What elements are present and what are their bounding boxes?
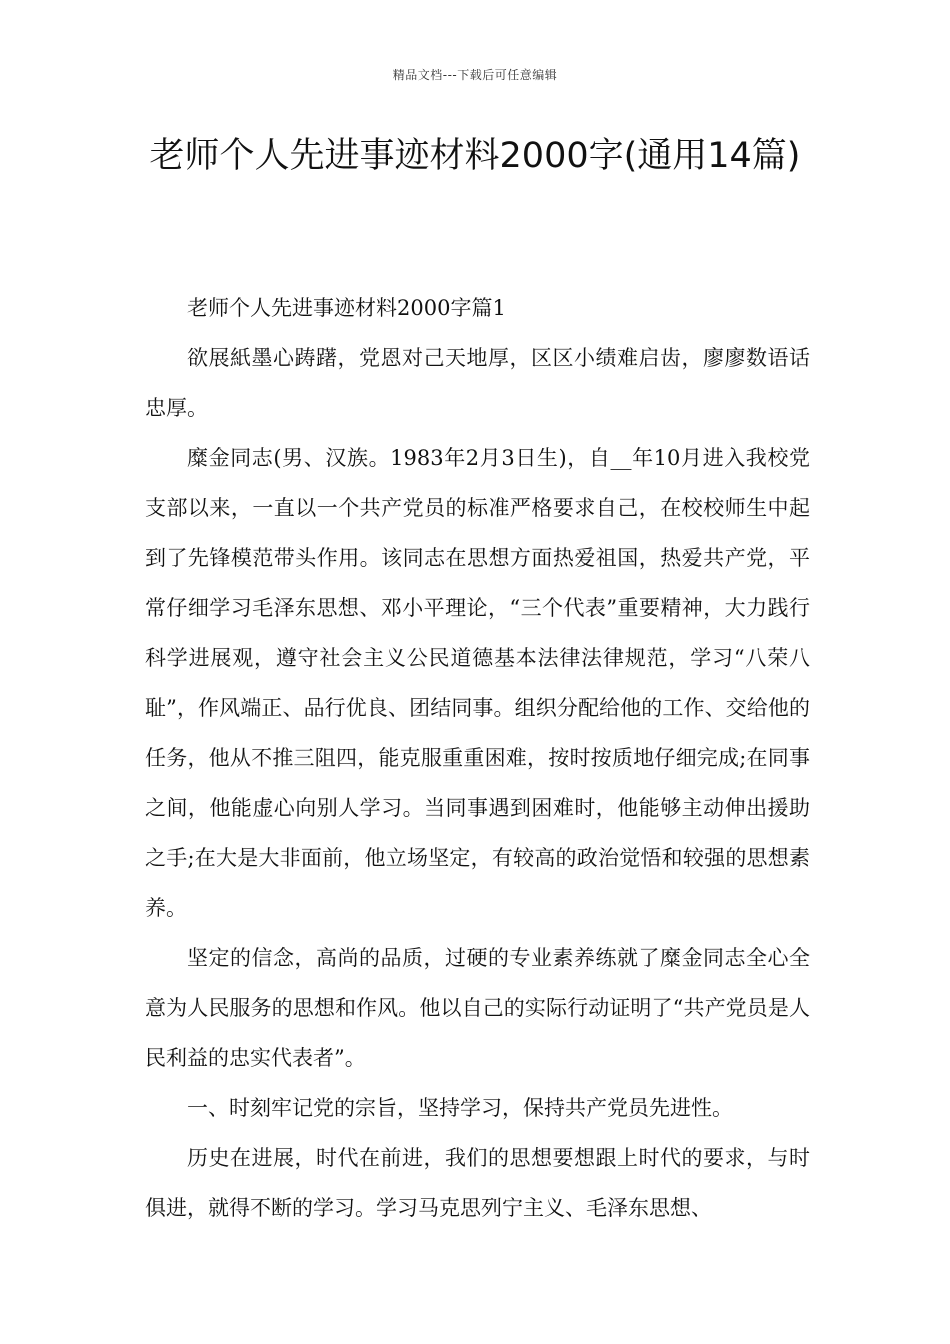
header-note: 精品文档---下载后可任意编辑 xyxy=(392,68,558,82)
section-heading: 老师个人先进事迹材料2000字篇1 xyxy=(187,296,506,320)
paragraph: 历史在进展，时代在前进，我们的思想要想跟上时代的要求，与时俱进，就得不断的学习。学习马克思列宁主义、毛泽东思想、 xyxy=(145,1146,810,1220)
document-title: 老师个人先进事迹材料2000字(通用14篇) xyxy=(149,136,801,176)
subsection-heading: 一、时刻牢记党的宗旨，坚持学习，保持共产党员先进性。 xyxy=(187,1096,733,1120)
paragraph: 欲展紙墨心踌躇，党恩对己天地厚，区区小绩难启齿，廖廖数语话忠厚。 xyxy=(145,346,810,420)
document-body xyxy=(145,283,810,1233)
paragraph: 坚定的信念，高尚的品质，过硬的专业素养练就了糜金同志全心全意为人民服务的思想和作风。他以自己的实际行动证明了“共产党员是人民利益的忠实代表者”。 xyxy=(145,946,810,1070)
paragraph: 糜金同志(男、汉族。1983年2月3日生)，自__年10月进入我校党支部以来，一直以一个共产党员的标准严格要求自己，在校校师生中起到了先锋模范带头作用。该同志在思想方面热爱祖国，热爱共产党，平常仔细学习毛泽东思想、邓小平理论，“三个代表”重要精神，大力践行科学进展观，遵守社会主义公民道德基本法律法律规范，学习“八荣八耻”，作风端正、品行优良、团结同事。组织分配给他的工作、交给他的任务，他从不推三阻四，能克服重重困难，按时按质地仔细完成;在同事之间，他能虚心向别人学习。当同事遇到困难时，他能够主动伸出援助之手;在大是大非面前，他立场坚定，有较高的政治觉悟和较强的思想素养。 xyxy=(145,446,810,920)
